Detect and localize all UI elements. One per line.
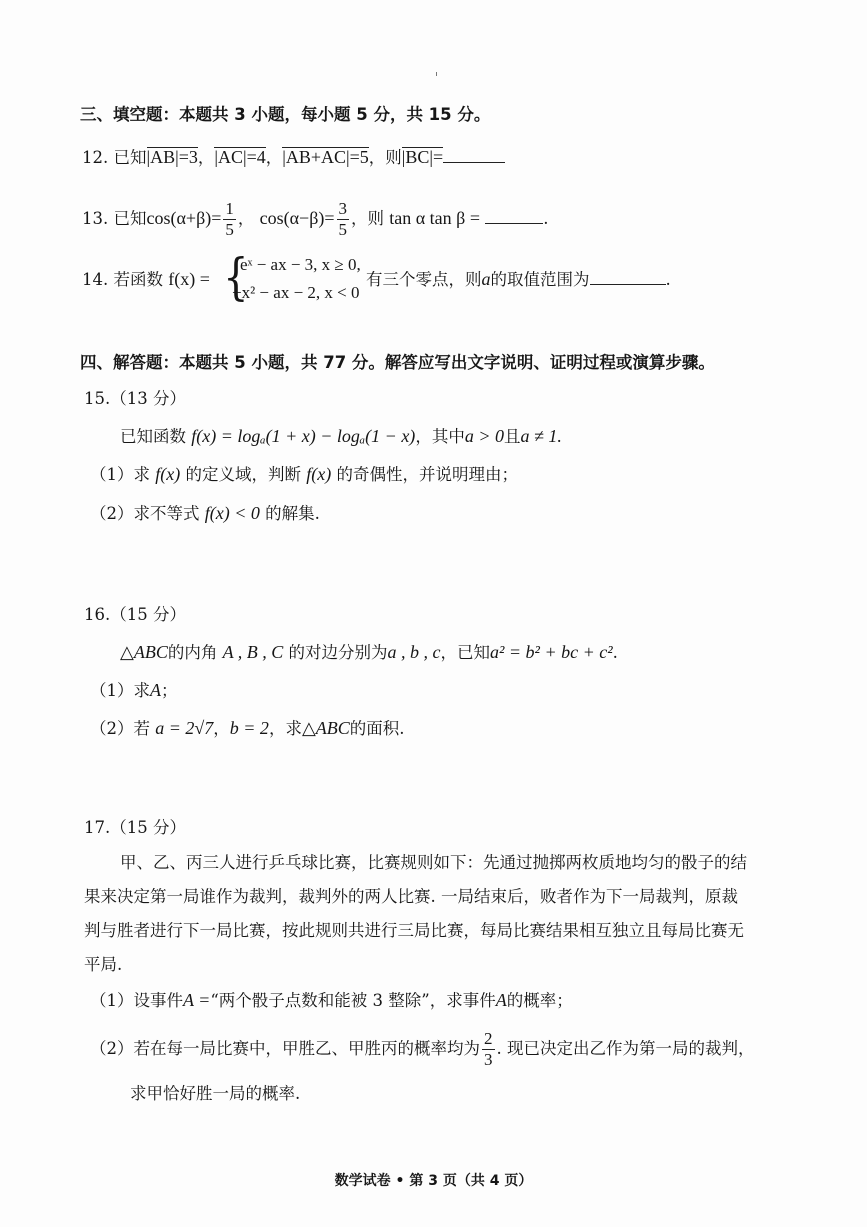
q16-stem-d: 的对边分别为: [288, 643, 388, 662]
q14-number: 14.: [82, 270, 109, 289]
q17-p1-label: （1）设事件: [90, 991, 183, 1010]
q14-prefix: 若函数: [113, 270, 163, 289]
page-footer: 数学试卷 • 第 3 页（共 4 页）: [334, 1173, 533, 1189]
q17-part-1: [90, 989, 573, 1012]
q17-stem-line-4: 平局.: [84, 955, 123, 974]
q16-p2-triangle: △ABC: [301, 718, 350, 738]
q15-stem-mid: ，其中: [415, 427, 465, 446]
q16-stem: [120, 641, 618, 664]
q15-stem: [120, 425, 562, 448]
q13-expr3: tan α tan β =: [389, 208, 480, 228]
question-12: [82, 146, 505, 169]
q13-answer-blank: [485, 207, 543, 224]
q17-p1-end: 的概率；: [506, 991, 573, 1010]
q16-stem-angles: A , B , C: [222, 642, 284, 662]
q16-stem-b: 的内角: [167, 643, 218, 662]
q15-p1-end: 的奇偶性，并说明理由；: [336, 465, 518, 484]
q15-p2-label: （2）求不等式: [90, 504, 200, 523]
q16-p2-b: b = 2: [229, 718, 269, 738]
q13-frac1-den: 5: [225, 220, 234, 239]
scan-mark: [436, 72, 437, 76]
q12-mid: ，则: [368, 148, 402, 167]
q13-frac2-num: 3: [338, 199, 347, 218]
q12-sum-abs: |AB+AC|=5: [282, 147, 369, 167]
q16-p2-mid: ，求: [268, 719, 302, 738]
q13-end: .: [543, 209, 549, 228]
q13-frac1-num: 1: [225, 199, 234, 218]
q17-p2-label: （2）若在每一局比赛中，甲胜乙、甲胜丙的概率均为: [90, 1039, 480, 1058]
q16-stem-h: .: [612, 643, 618, 662]
q13-number: 13.: [82, 209, 109, 228]
q14-answer-blank: [590, 268, 666, 285]
q14-case-1: eˣ − ax − 3, x ≥ 0,: [240, 255, 361, 274]
q16-part-1: [90, 679, 178, 702]
q16-p2-sep: ，: [213, 719, 230, 738]
question-13: [82, 196, 548, 241]
q16-stem-f: ，已知: [440, 643, 491, 662]
section-4-heading: 四、解答题：本题共 5 小题，共 77 分。解答应写出文字说明、证明过程或演算步骤。: [80, 353, 715, 372]
q15-stem-cond2: a ≠ 1.: [520, 426, 562, 446]
q15-part-2: [90, 502, 320, 525]
q12-ac-abs: |AC|=4: [214, 147, 266, 167]
q14-suffix2: 的取值范围为: [490, 270, 590, 289]
q17-stem-line-2: 果来决定第一局谁作为裁判，裁判外的两人比赛. 一局结束后，败者作为下一局裁判，原裁: [84, 887, 738, 906]
q16-stem-sides: a , b , c: [387, 642, 441, 662]
q17-fraction: [482, 1029, 495, 1070]
q15-p2-end: 的解集.: [265, 504, 320, 523]
q13-mid: ，则: [351, 209, 384, 228]
q15-part-1: [90, 463, 518, 486]
q17-p1-quote: “两个骰子点数和能被 3 整除”: [210, 991, 430, 1010]
q14-lead: [82, 268, 210, 291]
q14-fx: f(x) =: [168, 269, 210, 289]
q13-prefix: 已知: [113, 209, 147, 228]
q14-case-2: −x² − ax − 2, x < 0: [232, 283, 360, 302]
q15-p1-fx2: f(x): [306, 464, 332, 484]
q12-ab-abs: |AB|=3: [146, 147, 198, 167]
q17-p1-a: A =: [183, 990, 211, 1010]
q16-p2-label: （2）若: [90, 719, 150, 738]
q12-sep1: ，: [197, 148, 215, 167]
q17-part-2-line-2: 求甲恰好胜一局的概率.: [130, 1084, 301, 1103]
q15-p2-expr: f(x) < 0: [204, 503, 260, 523]
q12-prefix: 已知: [113, 148, 147, 167]
q17-part-2: [90, 1027, 755, 1071]
q17-stem-line-3: 判与胜者进行下一局比赛，按此规则共进行三局比赛，每局比赛结果相互独立且每局比赛无: [84, 921, 744, 940]
q14-a: a: [481, 269, 491, 289]
q15-stem-and: 且: [503, 427, 521, 446]
q15-p1-label: （1）求: [90, 465, 150, 484]
q16-stem-eq: a² = b² + bc + c²: [490, 642, 613, 662]
q17-frac-den: 3: [484, 1050, 493, 1069]
q14-brace: {: [223, 248, 249, 306]
q16-p1-var: A: [150, 680, 161, 700]
q16-header: 16.（15 分）: [84, 605, 186, 624]
q15-stem-cond: a > 0: [464, 426, 504, 446]
q13-fraction-1: [223, 199, 236, 240]
q14-tail: [366, 268, 671, 291]
q16-part-2: [90, 717, 405, 740]
q16-p2-a: a = 2√7: [155, 718, 214, 738]
q15-stem-expr: f(x) = logₐ(1 + x) − logₐ(1 − x): [191, 426, 416, 446]
q16-p1-end: ；: [161, 681, 178, 700]
q17-p2-end: . 现已决定出乙作为第一局的裁判，: [496, 1039, 755, 1058]
q15-p1-mid: 的定义域，判断: [185, 465, 301, 484]
q13-expr2: cos(α−β)=: [259, 208, 335, 228]
section-3-heading: 三、填空题：本题共 3 小题，每小题 5 分，共 15 分。: [80, 105, 491, 124]
q17-frac-num: 2: [484, 1029, 493, 1048]
q14-end: .: [665, 270, 671, 289]
q17-p1-a2: A: [495, 990, 507, 1010]
q16-stem-triangle: △ABC: [120, 642, 168, 662]
q12-number: 12.: [82, 148, 109, 167]
q17-header: 17.（15 分）: [84, 818, 186, 837]
q13-frac2-den: 5: [338, 220, 347, 239]
q13-sep: ，: [237, 209, 255, 228]
q16-p2-end: 的面积.: [349, 719, 405, 738]
q17-stem-line-1: 甲、乙、丙三人进行乒乓球比赛，比赛规则如下：先通过抛掷两枚质地均匀的骰子的结: [120, 853, 747, 872]
q15-p1-fx: f(x): [155, 464, 181, 484]
q16-p1-label: （1）求: [90, 681, 150, 700]
q15-stem-prefix: 已知函数: [120, 427, 186, 446]
q12-bc-abs: |BC|=: [401, 147, 444, 167]
q15-header: 15.（13 分）: [84, 389, 186, 408]
q14-suffix: 有三个零点，则: [366, 270, 482, 289]
q13-expr1: cos(α+β)=: [146, 208, 222, 228]
q12-answer-blank: [443, 146, 505, 163]
q17-p1-mid: ，求事件: [429, 991, 496, 1010]
q13-fraction-2: [337, 199, 350, 240]
q12-sep2: ，: [265, 148, 283, 167]
